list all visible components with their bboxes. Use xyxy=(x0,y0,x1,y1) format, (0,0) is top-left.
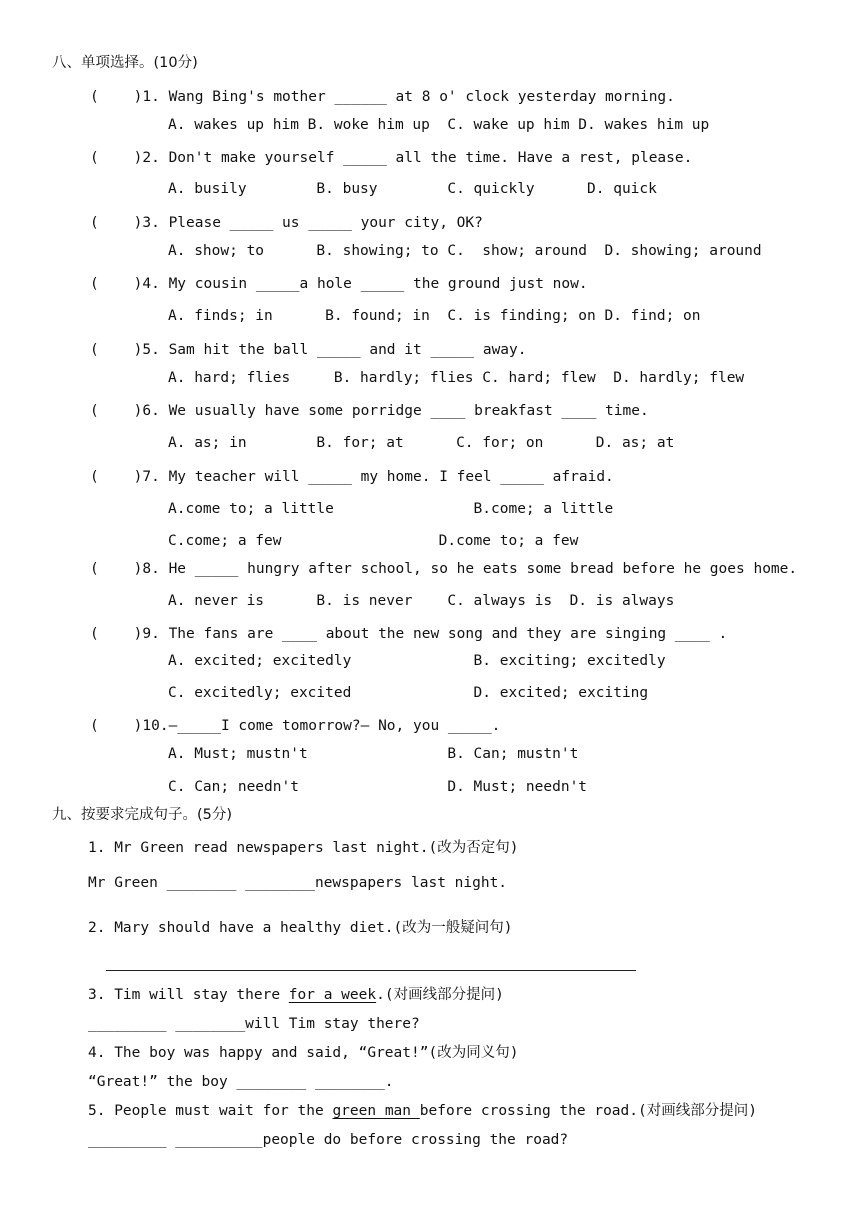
q5-options: A. hard; flies B. hardly; flies C. hard; flew D. hardly; flew xyxy=(168,370,745,386)
s9-q1-answer: Mr Green ________ ________newspapers last night. xyxy=(88,875,508,891)
s9-q2-line: 2. Mary should have a healthy diet.(改为一般疑问句) xyxy=(88,920,513,936)
q8-stem: ( )8. He _____ hungry after school, so he eats some bread before he goes home. xyxy=(90,561,798,577)
q5-stem: ( )5. Sam hit the ball _____ and it _____ away. xyxy=(90,342,527,358)
q2-stem: ( )2. Don't make yourself _____ all the time. Have a rest, please. xyxy=(90,150,693,166)
s9-q5-underlined: green man xyxy=(332,1103,420,1119)
q2-options: A. busily B. busy C. quickly D. quick xyxy=(168,181,657,197)
s9-q4-answer: “Great!” the boy ________ ________. xyxy=(88,1074,394,1090)
q10-options-row1: A. Must; mustn't B. Can; mustn't xyxy=(168,746,579,762)
q7-options-row1: A.come to; a little B.come; a little xyxy=(168,501,614,517)
s9-q3-line xyxy=(88,986,504,1004)
s9-q5-pre: 5. People must wait for the xyxy=(88,1103,333,1119)
q7-stem: ( )7. My teacher will _____ my home. I feel _____ afraid. xyxy=(90,469,614,485)
q8-options: A. never is B. is never C. always is D. is always xyxy=(168,593,675,609)
q10-options-row2: C. Can; needn't D. Must; needn't xyxy=(168,779,588,795)
q7-options-row2: C.come; a few D.come to; a few xyxy=(168,533,579,549)
s9-q3-answer: _________ ________will Tim stay there? xyxy=(88,1016,420,1032)
q3-options: A. show; to B. showing; to C. show; around D. showing; around xyxy=(168,243,762,259)
section-9-title: 九、按要求完成句子。(5分) xyxy=(52,807,233,823)
s9-q5-answer: _________ __________people do before crossing the road? xyxy=(88,1132,569,1148)
q9-options-row2: C. excitedly; excited D. excited; exciting xyxy=(168,685,649,701)
q10-stem: ( )10.—_____I come tomorrow?— No, you _____. xyxy=(90,718,501,734)
q3-stem: ( )3. Please _____ us _____ your city, OK? xyxy=(90,215,483,231)
s9-q1-line: 1. Mr Green read newspapers last night.(改为否定句) xyxy=(88,840,519,856)
s9-q3-pre: 3. Tim will stay there xyxy=(88,987,289,1003)
q1-stem: ( )1. Wang Bing's mother ______ at 8 o' clock yesterday morning. xyxy=(90,89,675,105)
s9-q3-post: .(对画线部分提问) xyxy=(376,987,504,1003)
q6-options: A. as; in B. for; at C. for; on D. as; at xyxy=(168,435,675,451)
s9-q5-line xyxy=(88,1102,757,1120)
s9-q5-post: before crossing the road.(对画线部分提问) xyxy=(419,1103,757,1119)
s9-q4-line: 4. The boy was happy and said, “Great!”(改为同义句) xyxy=(88,1045,519,1061)
q9-stem: ( )9. The fans are ____ about the new song and they are singing ____ . xyxy=(90,626,728,642)
q4-stem: ( )4. My cousin _____a hole _____ the ground just now. xyxy=(90,276,588,292)
q1-options: A. wakes up him B. woke him up C. wake up him D. wakes him up xyxy=(168,117,710,133)
q6-stem: ( )6. We usually have some porridge ____ breakfast ____ time. xyxy=(90,403,649,419)
q9-options-row1: A. excited; excitedly B. exciting; excitedly xyxy=(168,653,666,669)
section-8-title: 八、单项选择。(10分) xyxy=(52,55,198,71)
s9-q3-underlined: for a week xyxy=(288,987,377,1003)
s9-q2-answer-line xyxy=(106,970,636,971)
q4-options: A. finds; in B. found; in C. is finding; on D. find; on xyxy=(168,308,701,324)
